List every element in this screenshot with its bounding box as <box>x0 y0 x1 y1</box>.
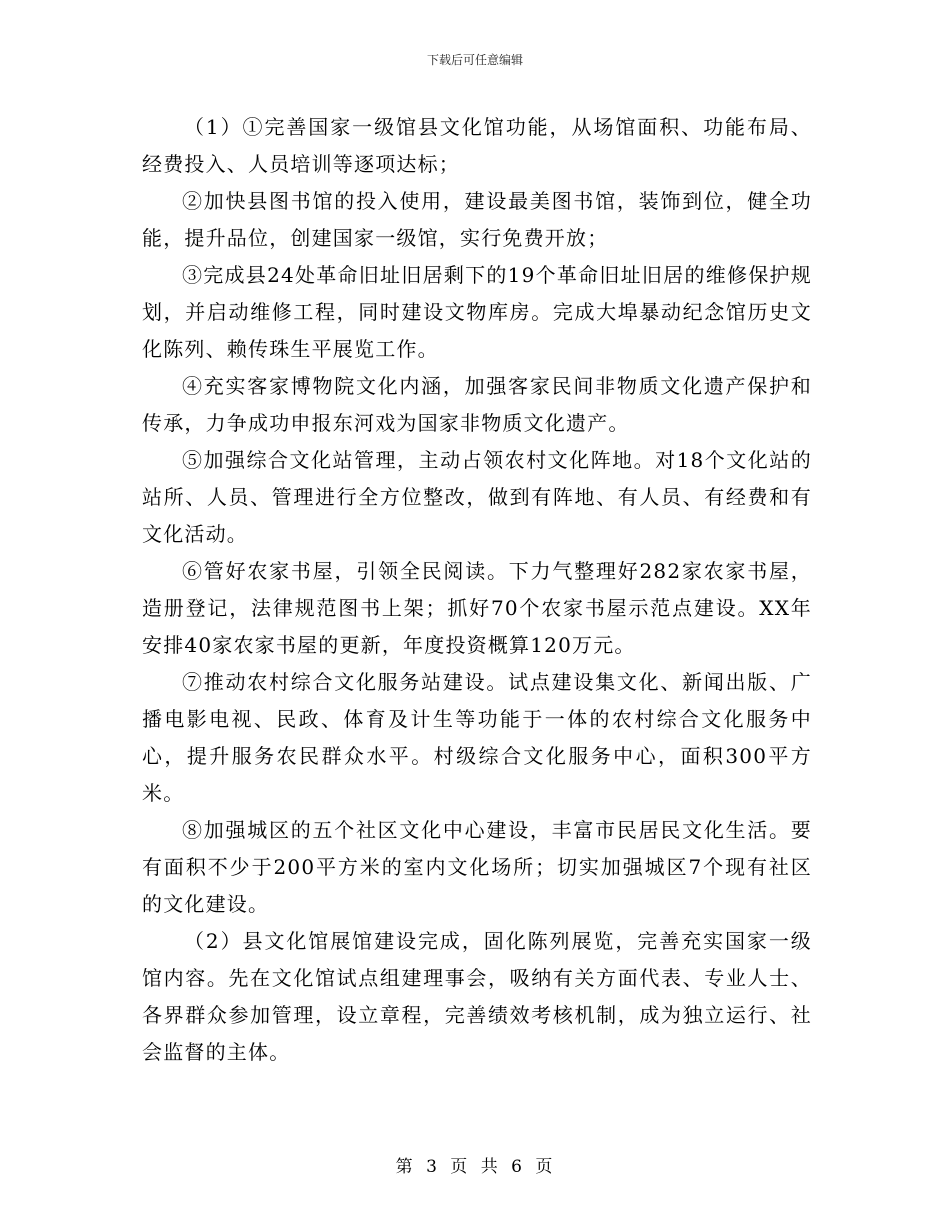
page-number-footer: 第 3 页 共 6 页 <box>395 1157 555 1177</box>
paragraph-item-7: ⑦推动农村综合文化服务站建设。试点建设集文化、新闻出版、广播电影电视、民政、体育及计生等功能于一体的农村综合文化服务中心，提升服务农民群众水平。村级综合文化服务中心，面积300平方米。 <box>142 670 812 805</box>
paragraph-item-5: ⑤加强综合文化站管理，主动占领农村文化阵地。对18个文化站的站所、人员、管理进行全方位整改，做到有阵地、有人员、有经费和有文化活动。 <box>142 448 812 546</box>
paragraph-item-4: ④充实客家博物院文化内涵，加强客家民间非物质文化遗产保护和传承，力争成功申报东河戏为国家非物质文化遗产。 <box>142 374 812 435</box>
paragraph-section-1-item-1: （1）①完善国家一级馆县文化馆功能，从场馆面积、功能布局、经费投入、人员培训等逐项达标； <box>142 115 812 176</box>
paragraph-item-2: ②加快县图书馆的投入使用，建设最美图书馆，装饰到位，健全功能，提升品位，创建国家一级馆，实行免费开放； <box>142 189 812 250</box>
paragraph-item-3: ③完成县24处革命旧址旧居剩下的19个革命旧址旧居的维修保护规划，并启动维修工程，同时建设文物库房。完成大埠暴动纪念馆历史文化陈列、赖传珠生平展览工作。 <box>142 263 812 361</box>
paragraph-item-6: ⑥管好农家书屋，引领全民阅读。下力气整理好282家农家书屋，造册登记，法律规范图书上架；抓好70个农家书屋示范点建设。XX年安排40家农家书屋的更新，年度投资概算120万元。 <box>142 559 812 657</box>
page-header-note: 下载后可任意编辑 <box>426 53 523 67</box>
paragraph-section-2: （2）县文化馆展馆建设完成，固化陈列展览，完善充实国家一级馆内容。先在文化馆试点组建理事会，吸纳有关方面代表、专业人士、各界群众参加管理，设立章程，完善绩效考核机制，成为独立运行、社会监督的主体。 <box>142 929 812 1064</box>
document-body <box>142 109 812 1071</box>
paragraph-item-8: ⑧加强城区的五个社区文化中心建设，丰富市民居民文化生活。要有面积不少于200平方米的室内文化场所；切实加强城区7个现有社区的文化建设。 <box>142 818 812 916</box>
